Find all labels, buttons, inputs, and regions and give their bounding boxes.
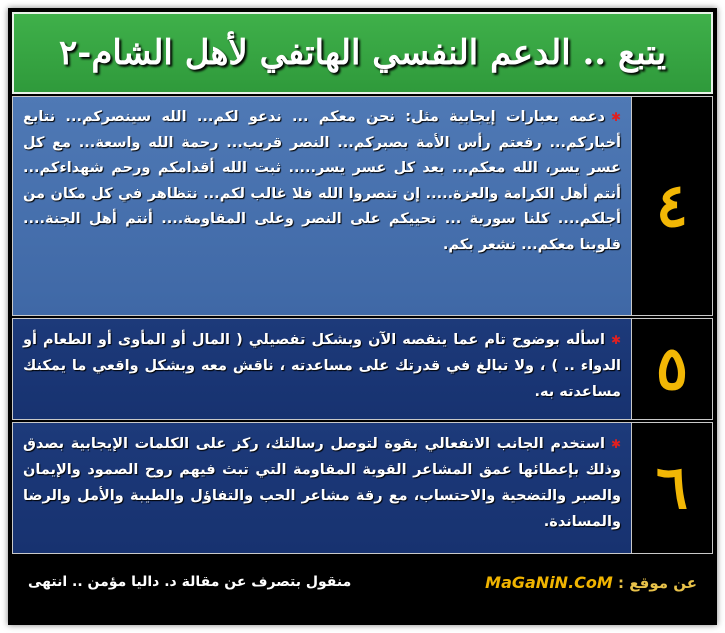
tip-row-5	[12, 318, 713, 420]
number-cell	[631, 319, 712, 419]
page-title: يتبع .. الدعم النفسي الهاتفي لأهل الشام-٢	[58, 33, 667, 73]
tip-text-cell	[13, 319, 631, 419]
tip-number: ٥	[655, 334, 689, 404]
tip-number: ٤	[655, 171, 689, 241]
number-cell	[631, 97, 712, 315]
site-name-link[interactable]: MaGaNiN.CoM	[485, 572, 613, 592]
tip-row-4	[12, 96, 713, 316]
tip-row-6	[12, 422, 713, 554]
site-source	[485, 573, 697, 592]
number-cell	[631, 423, 712, 553]
title-banner	[12, 12, 713, 94]
bullet-icon: ✱	[610, 333, 621, 347]
bullet-icon: ✱	[610, 110, 621, 124]
tip-text: استخدم الجانب الانفعالي بقوة لتوصل رسالتك، ركز على الكلمات الإيجابية بصدق وذلك بإعطائها عمق المشاعر القوية المقاومة التي تبث فيهم روح الصمود والإيمان والصبر والتضحية والاحتساب، مع رقة مشاعر الحب والتفاؤل والطيبة والأمل والرضا والمساندة.	[23, 436, 621, 530]
tip-text: اسأله بوضوح تام عما ينقصه الآن وبشكل تفصيلي ( المال أو المأوى أو الطعام أو الدواء .. ) ، ولا تبالغ في قدرتك على مساعدته ، ناقش معه وبشكل واقعي ما يمكنك مساعدته به.	[23, 332, 621, 400]
credit-text: منقول بتصرف عن مقالة د. داليا مؤمن .. انتهى	[28, 574, 352, 590]
tip-text-cell	[13, 97, 631, 315]
site-label: عن موقع :	[618, 573, 697, 592]
bullet-icon: ✱	[610, 437, 621, 451]
tip-text: دعمه بعبارات إيجابية مثل: نحن معكم ... ندعو لكم... الله سينصركم... نتابع أخباركم... رفعتم رأس الأمة بصبركم... النصر قريب... رحمة الله واسعة... مع كل عسر يسر، الله معكم... بعد كل عسر يسر..... ثبت الله أقدامكم ورحم شهداءكم... أنتم أهل الكرامة والعزة..... إن تنصروا الله فلا غالب لكم... نتظاهر في كل مكان من أجلكم.... كلنا سورية ... نحييكم على النصر وعلى المقاومة.... أنتم أهل الجنة.... قلوبنا معكم... نشعر بكم.	[23, 109, 621, 253]
tip-number: ٦	[655, 453, 689, 523]
tip-text-cell	[13, 423, 631, 553]
footer-bar	[12, 556, 713, 608]
